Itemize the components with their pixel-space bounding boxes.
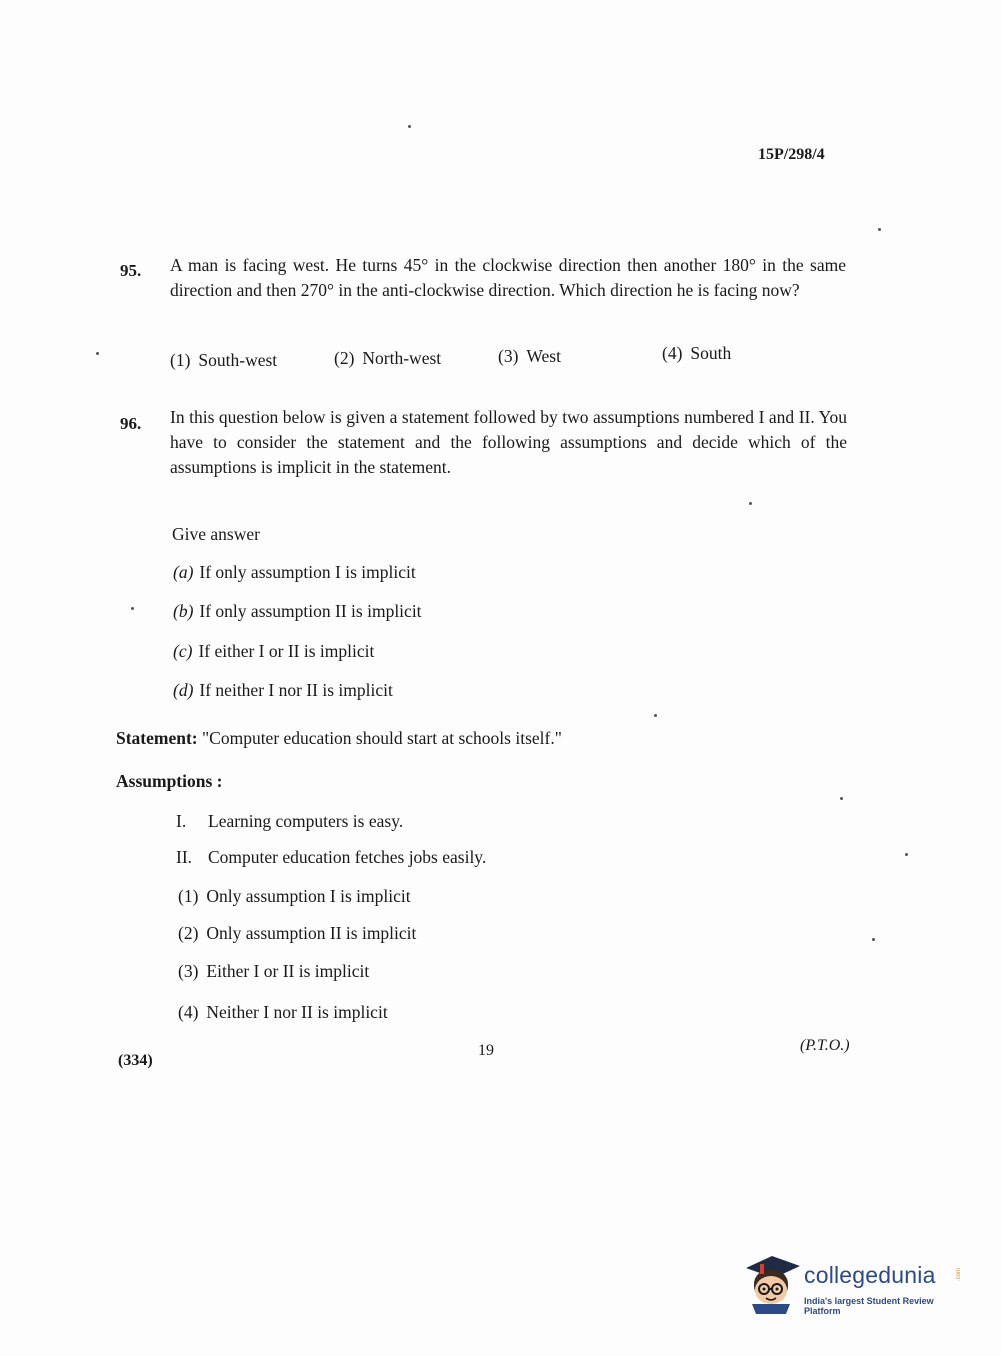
q95-option-text: South-west xyxy=(198,350,278,370)
scan-speck xyxy=(408,125,411,128)
q95-option-number: (3) xyxy=(498,346,519,366)
assumption-1 xyxy=(176,811,403,832)
pto-label: (P.T.O.) xyxy=(800,1037,850,1054)
assumptions-label: Assumptions : xyxy=(116,771,223,791)
answer-key-text: If either I or II is implicit xyxy=(198,641,375,661)
statement xyxy=(116,728,562,749)
logo-tagline: India's largest Student Review Platform xyxy=(804,1296,934,1316)
give-answer-label: Give answer xyxy=(172,524,260,544)
assumption-number: II. xyxy=(176,847,193,867)
q96-option-number: (3) xyxy=(178,961,199,981)
answer-key-label: (c) xyxy=(173,641,193,661)
answer-key-text: If only assumption I is implicit xyxy=(199,562,416,582)
q95-option-number: (1) xyxy=(170,350,191,370)
scan-speck xyxy=(654,714,657,717)
logo-brand-text: collegedunia xyxy=(804,1262,936,1288)
scan-speck xyxy=(840,797,843,800)
q95-option-text: South xyxy=(690,343,732,363)
q95-option-4 xyxy=(662,343,731,364)
answer-key-text: If only assumption II is implicit xyxy=(199,601,422,621)
assumption-text: Computer education fetches jobs easily. xyxy=(208,847,487,867)
question-95-number: 95. xyxy=(120,261,142,280)
answer-key-label: (b) xyxy=(173,601,194,621)
answer-key-label: (a) xyxy=(173,562,194,582)
assumption-text: Learning computers is easy. xyxy=(208,811,404,831)
question-95-text: A man is facing west. He turns 45° in the clockwise direction then another 180° in the same direction and then 270° in the anti-clockwise direction. Which direction he is facing now? xyxy=(170,255,846,300)
question-96-number: 96. xyxy=(120,414,142,433)
answer-key-a xyxy=(173,562,416,583)
q95-option-1 xyxy=(170,350,277,371)
q96-option-4 xyxy=(178,1002,388,1023)
answer-key-c xyxy=(173,641,374,662)
statement-text: "Computer education should start at schools itself." xyxy=(202,728,562,748)
scan-speck xyxy=(872,938,875,941)
q96-option-2 xyxy=(178,923,416,944)
assumption-2 xyxy=(176,847,486,868)
assumption-number: I. xyxy=(176,811,187,831)
q95-option-3 xyxy=(498,346,561,367)
scan-speck xyxy=(905,853,908,856)
q96-option-number: (4) xyxy=(178,1002,199,1022)
answer-key-b xyxy=(173,601,422,622)
q95-option-number: (4) xyxy=(662,343,683,363)
answer-key-text: If neither I nor II is implicit xyxy=(199,680,393,700)
q96-option-3 xyxy=(178,961,369,982)
page-number: 19 xyxy=(478,1042,494,1059)
q96-option-text: Only assumption I is implicit xyxy=(206,886,411,906)
q96-option-text: Either I or II is implicit xyxy=(206,961,370,981)
scan-speck xyxy=(131,607,134,610)
scan-speck xyxy=(96,352,99,355)
q96-option-1 xyxy=(178,886,411,907)
mascot-icon xyxy=(742,1252,802,1316)
q95-option-2 xyxy=(334,348,441,369)
answer-key-label: (d) xyxy=(173,680,194,700)
q95-option-text: West xyxy=(526,346,561,366)
q96-option-text: Neither I nor II is implicit xyxy=(206,1002,388,1022)
q96-option-text: Only assumption II is implicit xyxy=(206,923,417,943)
answer-key-d xyxy=(173,680,393,701)
question-96-text: In this question below is given a statement followed by two assumptions numbered I and II. You have to consider the statement and the following assumptions and decide which of the assumptions is implicit in the statement. xyxy=(170,407,847,477)
footer-code: (334) xyxy=(118,1052,153,1069)
collegedunia-logo xyxy=(742,1252,972,1322)
statement-label: Statement: xyxy=(116,728,198,748)
paper-code: 15P/298/4 xyxy=(758,146,825,163)
q95-option-text: North-west xyxy=(362,348,442,368)
q96-option-number: (2) xyxy=(178,923,199,943)
q95-option-number: (2) xyxy=(334,348,355,368)
scan-speck xyxy=(878,228,881,231)
q96-option-number: (1) xyxy=(178,886,199,906)
logo-tld-text: .com xyxy=(956,1268,962,1282)
scan-speck xyxy=(749,502,752,505)
